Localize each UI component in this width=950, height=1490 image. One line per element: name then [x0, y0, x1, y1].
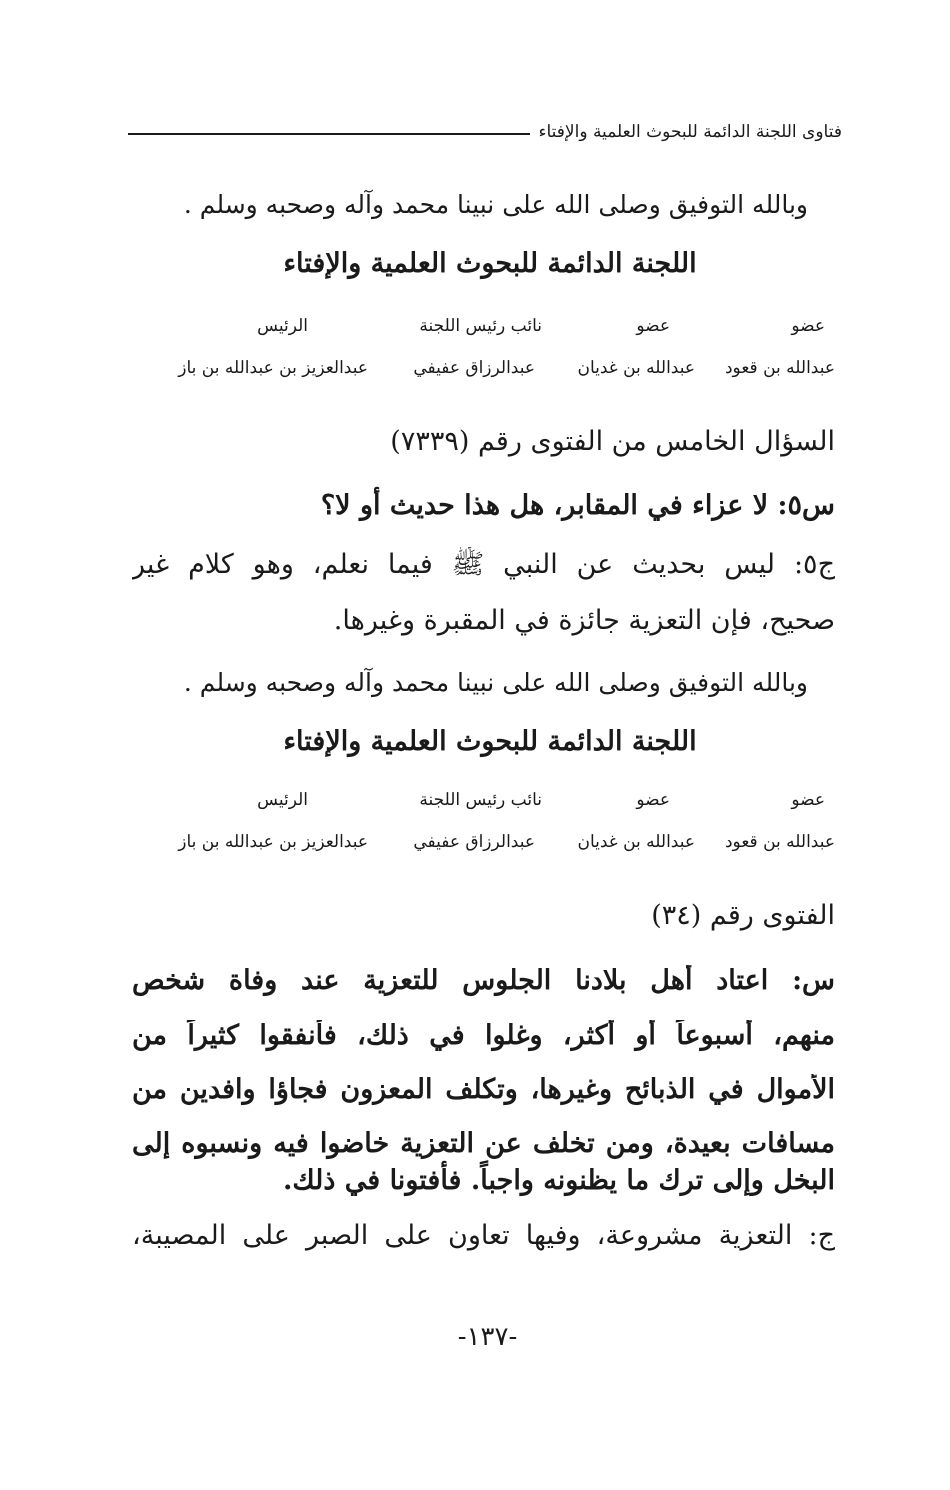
signatory-name: عبدالله بن قعود — [724, 358, 835, 378]
role-chair: الرئيس — [257, 790, 308, 810]
answer-7339-line-1: ج٥: ليس بحديث عن النبي ﷺ فيما نعلم، وهو كلام غير — [132, 549, 835, 580]
signatory-name: عبدالعزيز بن عبدالله بن باز — [178, 832, 368, 852]
role-vice-chair: نائب رئيس اللجنة — [419, 316, 542, 336]
committee-name-1: اللجنة الدائمة للبحوث العلمية والإفتاء — [283, 248, 697, 279]
answer-34-line-1: ج: التعزية مشروعة، وفيها تعاون على الصبر على المصيبة، — [132, 1220, 835, 1251]
closing-line-1: وبالله التوفيق وصلى الله على نبينا محمد وآله وصحبه وسلم . — [183, 190, 808, 219]
signatory-name: عبدالله بن غديان — [577, 832, 695, 852]
running-head — [128, 112, 842, 152]
signatory-name: عبدالرزاق عفيفي — [413, 358, 535, 378]
answer-7339-line-2: صحيح، فإن التعزية جائزة في المقبرة وغيرها. — [333, 605, 835, 636]
role-member: عضو — [791, 316, 825, 336]
question-34-line-1: س: اعتاد أهل بلادنا الجلوس للتعزية عند وفاة شخص — [132, 965, 835, 996]
signature-roles-1 — [0, 316, 950, 346]
fatwa-heading-34: الفتوى رقم (٣٤) — [651, 900, 835, 931]
question-34-line-3: الأموال في الذبائح وغيرها، وتكلف المعزون فجاؤا وافدين من — [132, 1074, 835, 1105]
closing-line-2: وبالله التوفيق وصلى الله على نبينا محمد وآله وصحبه وسلم . — [183, 668, 808, 697]
role-vice-chair: نائب رئيس اللجنة — [419, 790, 542, 810]
signatory-name: عبدالله بن غديان — [577, 358, 695, 378]
page-number: -١٣٧- — [457, 1322, 518, 1352]
signature-roles-2 — [0, 790, 950, 820]
signature-names-2 — [0, 832, 950, 862]
role-member: عضو — [636, 790, 670, 810]
role-member: عضو — [636, 316, 670, 336]
running-head-rule — [128, 133, 530, 135]
running-head-title: فتاوى اللجنة الدائمة للبحوث العلمية والإفتاء — [538, 122, 842, 142]
question-34-line-4: مسافات بعيدة، ومن تخلف عن التعزية خاضوا فيه ونسبوه إلى — [132, 1128, 835, 1159]
question-34-line-2: منهم، أسبوعاً أو أكثر، وغلوا في ذلك، فأنفقوا كثيراً من — [132, 1020, 835, 1051]
question-34-line-5: البخل وإلى ترك ما يظنونه واجباً. فأفتونا في ذلك. — [282, 1165, 835, 1196]
signatory-name: عبدالعزيز بن عبدالله بن باز — [178, 358, 368, 378]
signature-names-1 — [0, 358, 950, 388]
signatory-name: عبدالله بن قعود — [724, 832, 835, 852]
fatwa-heading-7339: السؤال الخامس من الفتوى رقم (٧٣٣٩) — [390, 426, 835, 457]
question-7339: س٥: لا عزاء في المقابر، هل هذا حديث أو لا؟ — [320, 490, 835, 521]
committee-name-2: اللجنة الدائمة للبحوث العلمية والإفتاء — [283, 726, 697, 757]
role-chair: الرئيس — [257, 316, 308, 336]
signatory-name: عبدالرزاق عفيفي — [413, 832, 535, 852]
role-member: عضو — [791, 790, 825, 810]
